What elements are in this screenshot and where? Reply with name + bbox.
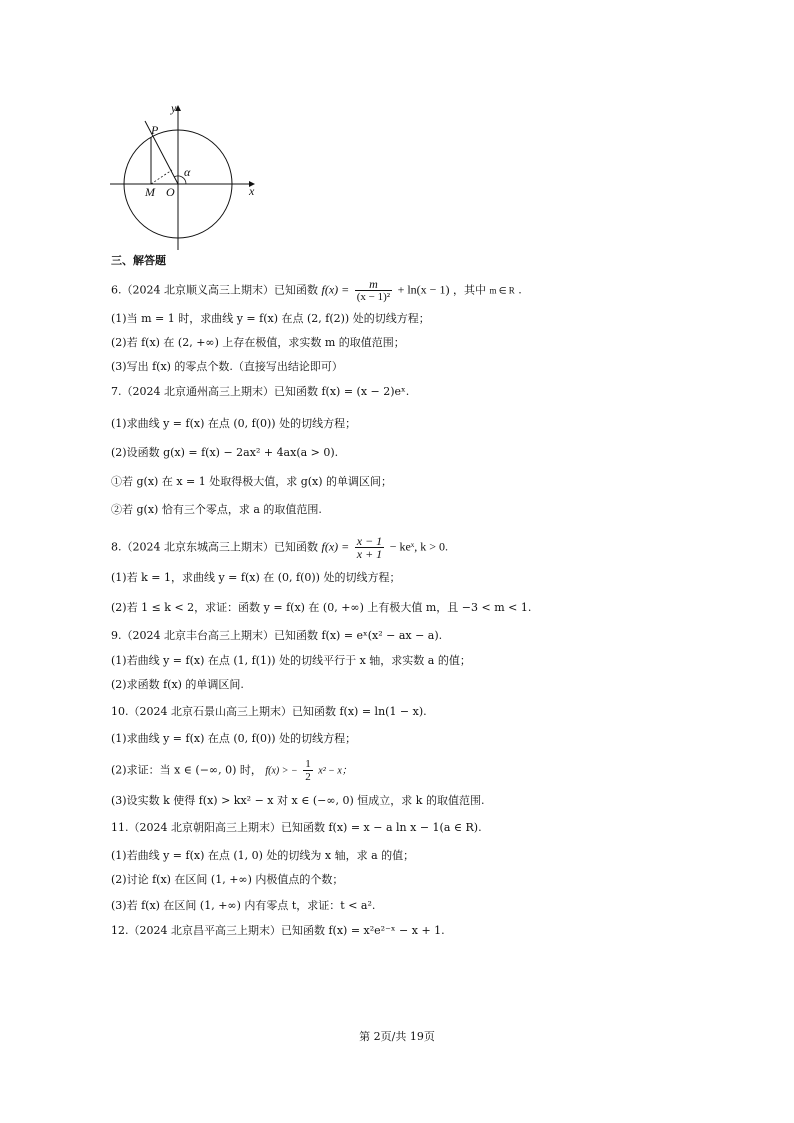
question-9-head: 9.（2024 北京丰台高三上期末）已知函数 f(x) = eˣ(x² − ax − a). xyxy=(111,629,443,642)
label-x: x xyxy=(249,184,255,198)
dashed-line xyxy=(151,170,172,184)
label-o: O xyxy=(166,185,175,199)
q10-part-1: (1)求曲线 y = f(x) 在点 (0, f(0)) 处的切线方程； xyxy=(111,732,357,745)
question-6-head xyxy=(111,278,522,303)
question-10-head: 10.（2024 北京石景山高三上期末）已知函数 f(x) = ln(1 − x). xyxy=(111,705,427,718)
label-y: y xyxy=(171,101,177,115)
q11-part-3: (3)若 f(x) 在区间 (1, +∞) 内有零点 t，求证：t < a². xyxy=(111,899,376,912)
q8-func-rhs: − keˣ, k > 0. xyxy=(389,539,449,554)
question-11-head: 11.（2024 北京朝阳高三上期末）已知函数 f(x) = x − a ln x − 1(a ∈ R). xyxy=(111,821,482,834)
q9-part-2: (2)求函数 f(x) 的单调区间. xyxy=(111,678,244,691)
q6-part-1: (1)当 m = 1 时，求曲线 y = f(x) 在点 (2, f(2)) 处的切线方程； xyxy=(111,312,430,325)
q6-part-2: (2)若 f(x) 在 (2, +∞) 上存在极值，求实数 m 的取值范围； xyxy=(111,336,405,349)
q7-part-2a: ①若 g(x) 在 x = 1 处取得极大值，求 g(x) 的单调区间； xyxy=(111,475,393,488)
page-footer: 第 2页/共 19页 xyxy=(359,1030,435,1043)
label-m: M xyxy=(145,185,155,199)
q6-fraction xyxy=(355,278,392,303)
q7-part-2b: ②若 g(x) 恰有三个零点，求 a 的取值范围. xyxy=(111,503,322,516)
q7-part-2: (2)设函数 g(x) = f(x) − 2ax² + 4ax(a > 0). xyxy=(111,446,339,459)
section-title: 三、解答题 xyxy=(111,254,166,267)
unit-circle-figure xyxy=(108,100,268,255)
label-p: P xyxy=(151,123,159,137)
label-alpha: α xyxy=(184,165,191,179)
q8-part-1: (1)若 k = 1，求曲线 y = f(x) 在 (0, f(0)) 处的切线方程； xyxy=(111,571,401,584)
q10-part-2 xyxy=(111,758,352,783)
q8-func-lhs: f(x) = xyxy=(321,539,350,554)
q8-part-2: (2)若 1 ≤ k < 2，求证：函数 y = f(x) 在 (0, +∞) 上有极大值 m，且 −3 < m < 1. xyxy=(111,601,532,614)
q6-func-rhs: + ln(x − 1) xyxy=(397,282,450,297)
q10-p2-frac-num: 1 xyxy=(305,758,311,770)
q8-frac-den: x + 1 xyxy=(356,547,383,561)
q8-fraction xyxy=(355,535,384,560)
question-7-head: 7.（2024 北京通州高三上期末）已知函数 f(x) = (x − 2)eˣ. xyxy=(111,385,410,398)
q8-frac-num: x − 1 xyxy=(356,534,383,548)
q6-tail: ，其中 xyxy=(452,283,486,297)
q6-func-lhs: f(x) = xyxy=(321,282,350,297)
q11-part-2: (2)讨论 f(x) 在区间 (1, +∞) 内极值点的个数； xyxy=(111,873,344,886)
q10-p2-rhs: x² − x； xyxy=(318,765,352,777)
q6-part-3: (3)写出 f(x) 的零点个数.（直接写出结论即可） xyxy=(111,360,343,373)
q6-cond: m ∈ R xyxy=(489,285,515,296)
q10-p2-lhs: f(x) > − xyxy=(265,765,298,777)
q11-part-1: (1)若曲线 y = f(x) 在点 (1, 0) 处的切线为 x 轴，求 a 的值； xyxy=(111,849,415,862)
q6-head-text: 6.（2024 北京顺义高三上期末）已知函数 xyxy=(111,283,318,297)
q6-frac-num: m xyxy=(355,278,392,291)
question-8-head xyxy=(111,535,448,560)
q8-head-text: 8.（2024 北京东城高三上期末）已知函数 xyxy=(111,540,318,554)
q10-p2-pre: (2)求证：当 x ∈ (−∞, 0) 时， xyxy=(111,763,262,777)
q10-p2-fraction xyxy=(303,758,313,783)
q6-frac-den: (x − 1)² xyxy=(356,291,391,303)
q10-part-3: (3)设实数 k 使得 f(x) > kx² − x 对 x ∈ (−∞, 0) 恒成立，求 k 的取值范围. xyxy=(111,794,485,807)
q10-p2-frac-den: 2 xyxy=(305,771,311,783)
q6-end: . xyxy=(518,283,522,297)
q7-part-1: (1)求曲线 y = f(x) 在点 (0, f(0)) 处的切线方程； xyxy=(111,417,357,430)
question-12-head: 12.（2024 北京昌平高三上期末）已知函数 f(x) = x²e²⁻ˣ − x + 1. xyxy=(111,924,445,937)
q9-part-1: (1)若曲线 y = f(x) 在点 (1, f(1)) 处的切线平行于 x 轴，求实数 a 的值； xyxy=(111,654,471,667)
